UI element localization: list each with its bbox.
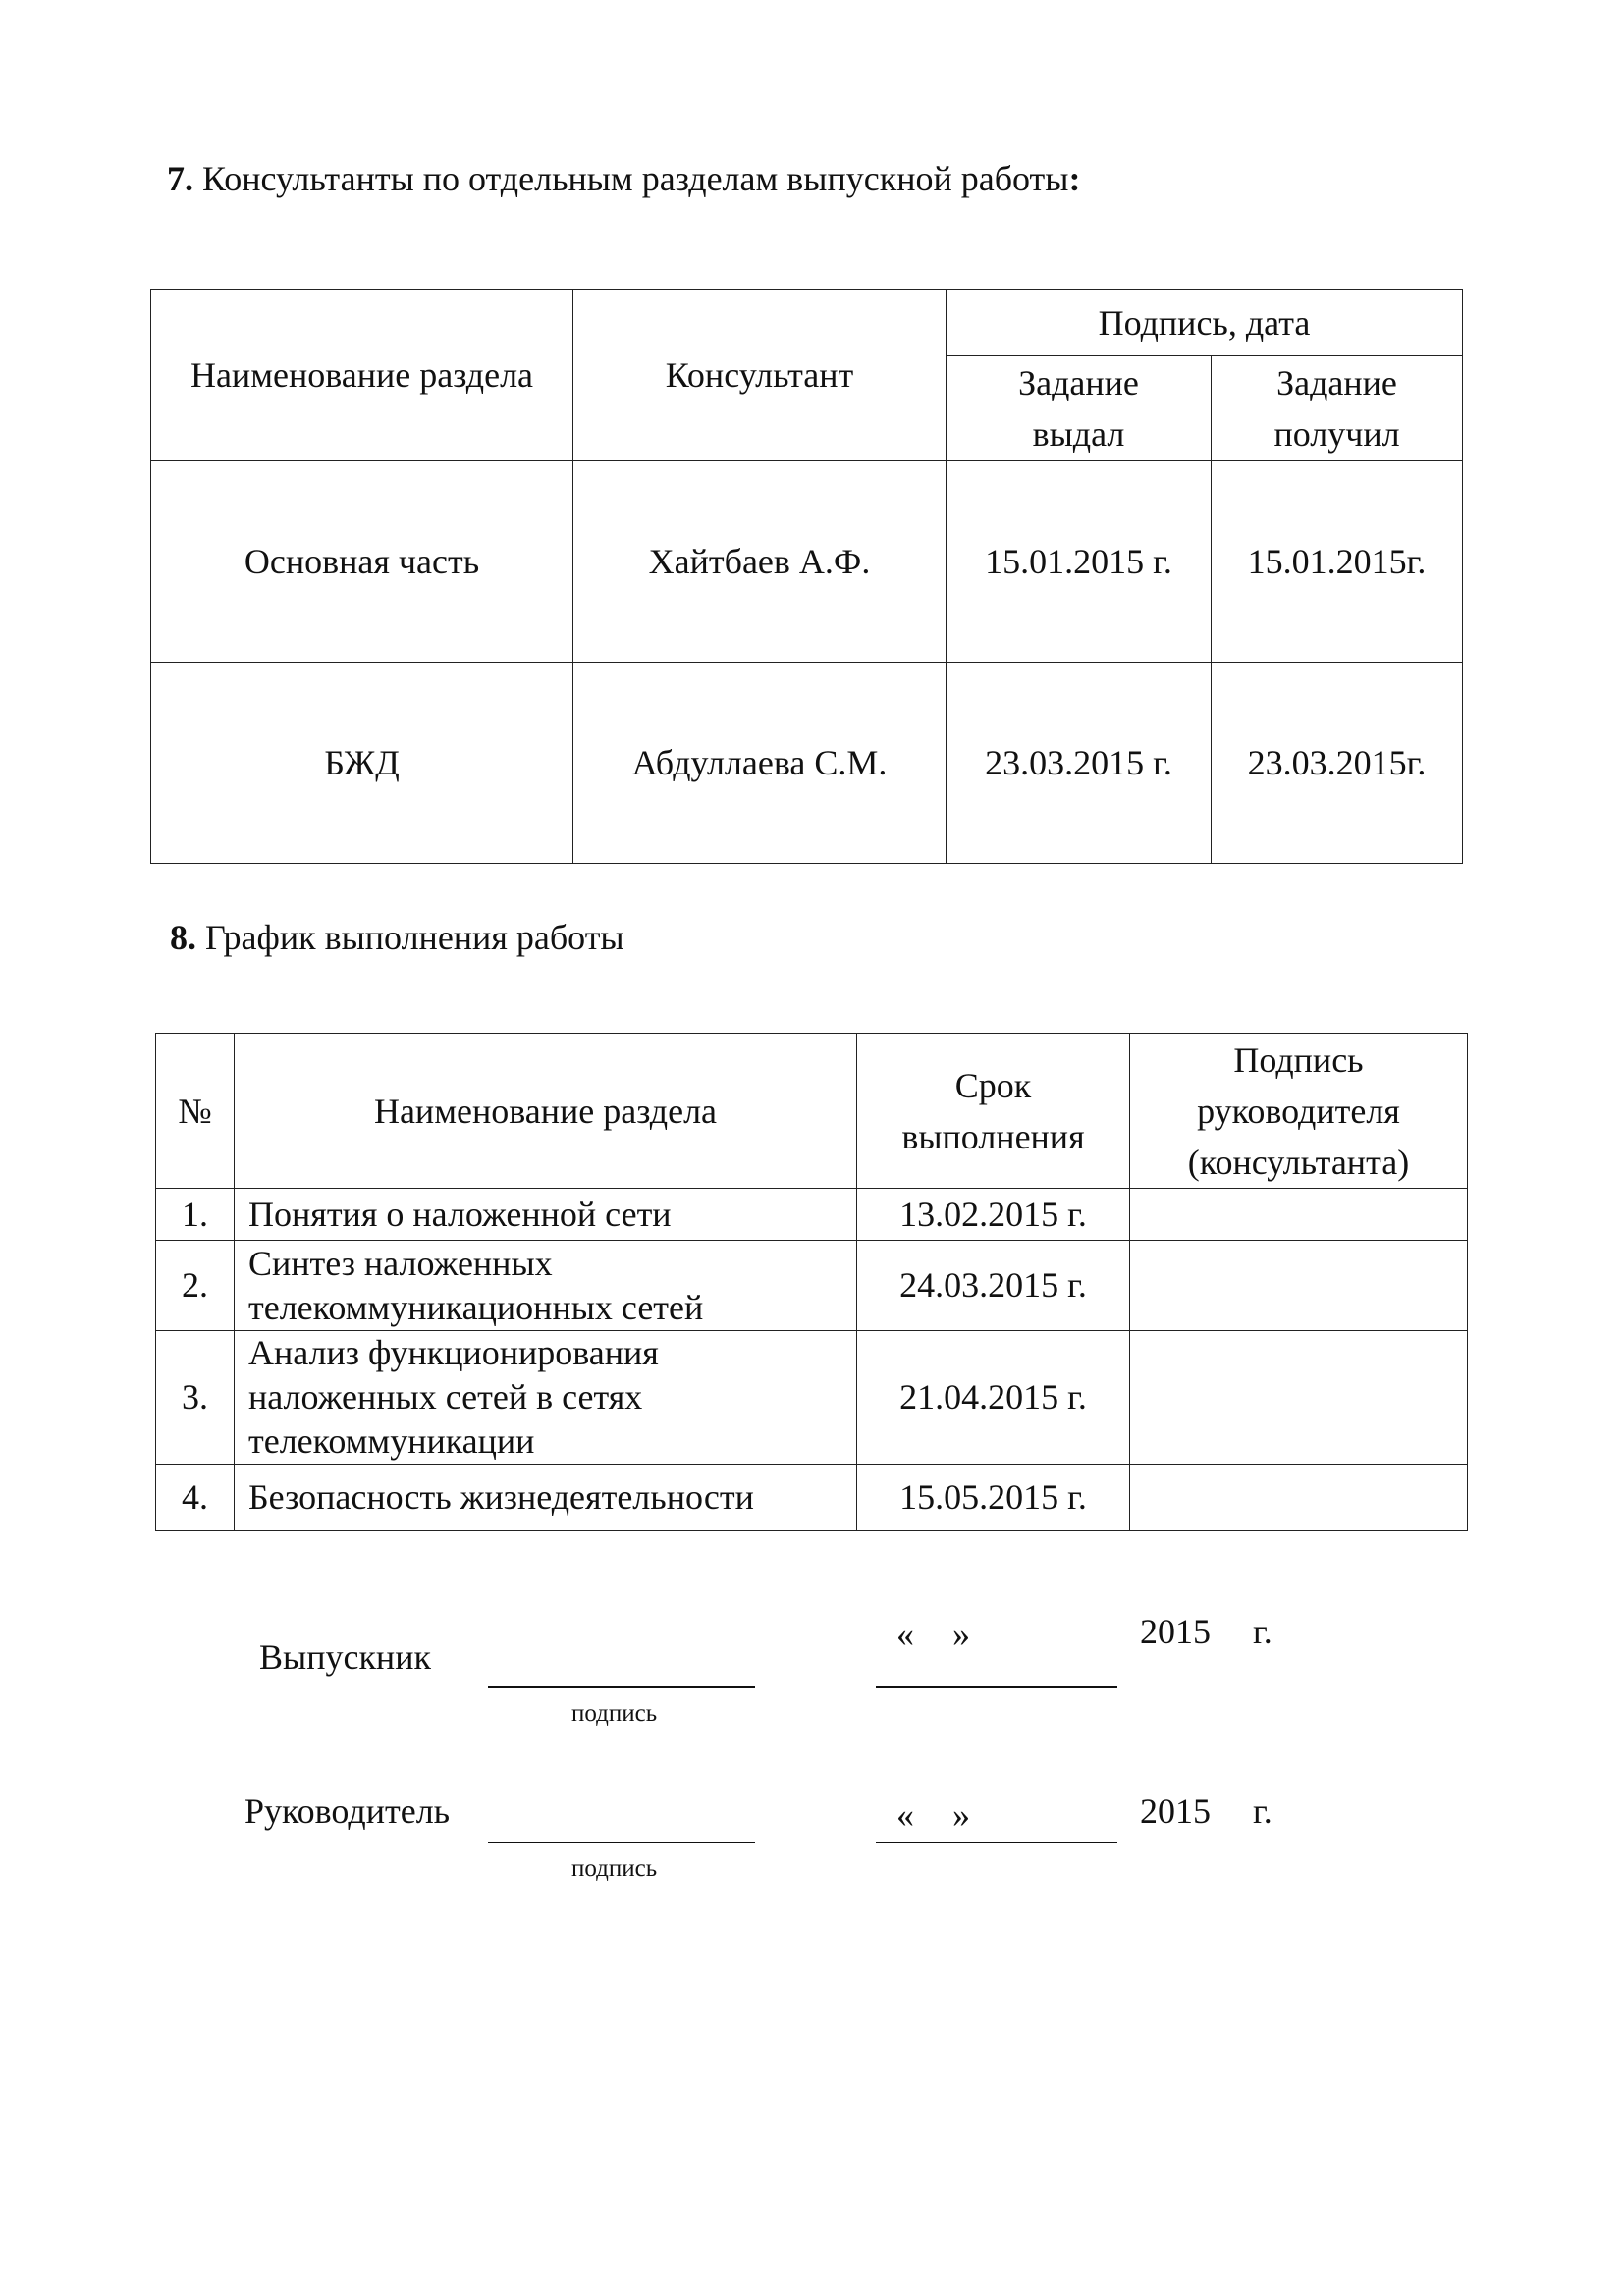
graduate-signature-caption: подпись bbox=[571, 1700, 658, 1727]
row-signature bbox=[1130, 1189, 1468, 1241]
row-consultant: Абдуллаева С.М. bbox=[573, 663, 947, 864]
row-name: Безопасность жизнедеятельности bbox=[235, 1465, 857, 1531]
header-signature-date: Подпись, дата bbox=[947, 290, 1463, 356]
supervisor-date-line[interactable] bbox=[876, 1842, 1117, 1843]
row-issued-date: 15.01.2015 г. bbox=[947, 461, 1212, 663]
supervisor-year: 2015 bbox=[1140, 1791, 1211, 1831]
row-issued-date: 23.03.2015 г. bbox=[947, 663, 1212, 864]
row-section: Основная часть bbox=[151, 461, 573, 663]
supervisor-quote-open: « bbox=[896, 1795, 914, 1835]
section7-number: 7. bbox=[167, 159, 193, 198]
header-task-issued: Задание выдал bbox=[947, 356, 1212, 461]
row-signature bbox=[1130, 1465, 1468, 1531]
header-supervisor-signature: Подпись руководителя (консультанта) bbox=[1130, 1034, 1468, 1189]
table-row bbox=[156, 1189, 1468, 1241]
row-name: Анализ функционирования наложенных сетей в сетях телекоммуникации bbox=[235, 1331, 857, 1465]
row-num: 1. bbox=[156, 1189, 235, 1241]
section8-number: 8. bbox=[170, 918, 196, 957]
supervisor-label: Руководитель bbox=[244, 1791, 451, 1831]
section7-colon: : bbox=[1068, 159, 1081, 198]
section8-heading bbox=[170, 916, 624, 959]
header-section-name: Наименование раздела bbox=[151, 290, 573, 461]
row-received-date: 15.01.2015г. bbox=[1212, 461, 1463, 663]
supervisor-year-suffix: г. bbox=[1253, 1791, 1272, 1831]
header-section-name: Наименование раздела bbox=[235, 1034, 857, 1189]
consultants-table bbox=[150, 289, 1463, 864]
graduate-quote-close: » bbox=[952, 1615, 970, 1654]
row-consultant: Хайтбаев А.Ф. bbox=[573, 461, 947, 663]
section7-title: Консультанты по отдельным разделам выпускной работы bbox=[202, 159, 1069, 198]
table-row bbox=[156, 1241, 1468, 1331]
supervisor-quote-close: » bbox=[952, 1795, 970, 1835]
graduate-label: Выпускник bbox=[259, 1637, 431, 1677]
header-consultant: Консультант bbox=[573, 290, 947, 461]
graduate-year-suffix: г. bbox=[1253, 1612, 1272, 1651]
graduate-quote-open: « bbox=[896, 1615, 914, 1654]
header-deadline: Срок выполнения bbox=[857, 1034, 1130, 1189]
supervisor-signature-caption: подпись bbox=[571, 1855, 658, 1882]
table-row bbox=[156, 1465, 1468, 1531]
row-signature bbox=[1130, 1331, 1468, 1465]
row-num: 3. bbox=[156, 1331, 235, 1465]
supervisor-signature-line[interactable] bbox=[488, 1842, 755, 1843]
row-received-date: 23.03.2015г. bbox=[1212, 663, 1463, 864]
header-num: № bbox=[156, 1034, 235, 1189]
header-task-received: Задание получил bbox=[1212, 356, 1463, 461]
schedule-table bbox=[155, 1033, 1468, 1531]
graduate-year: 2015 bbox=[1140, 1612, 1211, 1651]
row-deadline: 21.04.2015 г. bbox=[857, 1331, 1130, 1465]
graduate-date-line[interactable] bbox=[876, 1686, 1117, 1688]
section8-title: График выполнения работы bbox=[205, 918, 624, 957]
section7-heading bbox=[167, 157, 1080, 200]
row-deadline: 24.03.2015 г. bbox=[857, 1241, 1130, 1331]
row-deadline: 13.02.2015 г. bbox=[857, 1189, 1130, 1241]
row-num: 2. bbox=[156, 1241, 235, 1331]
row-deadline: 15.05.2015 г. bbox=[857, 1465, 1130, 1531]
row-num: 4. bbox=[156, 1465, 235, 1531]
table-row bbox=[156, 1331, 1468, 1465]
graduate-signature-line[interactable] bbox=[488, 1686, 755, 1688]
row-name: Синтез наложенных телекоммуникационных сетей bbox=[235, 1241, 857, 1331]
row-name: Понятия о наложенной сети bbox=[235, 1189, 857, 1241]
row-section: БЖД bbox=[151, 663, 573, 864]
table-row bbox=[151, 663, 1463, 864]
table-row bbox=[151, 461, 1463, 663]
row-signature bbox=[1130, 1241, 1468, 1331]
